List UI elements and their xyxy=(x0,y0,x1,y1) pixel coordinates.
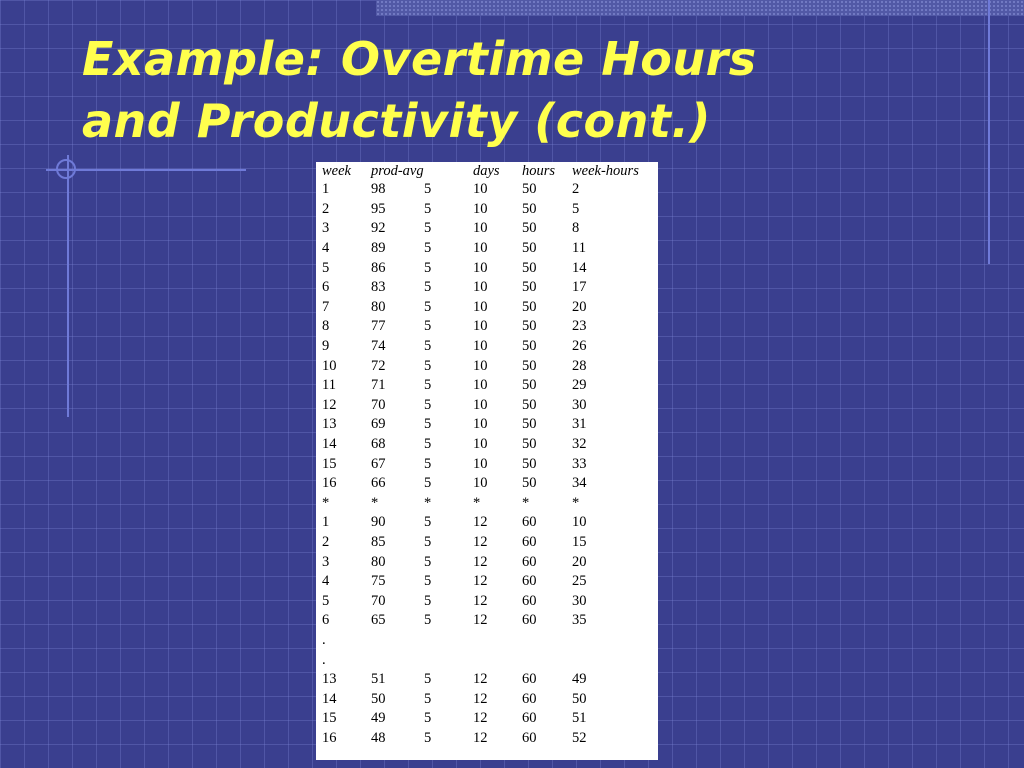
hours-cell: 50 xyxy=(522,181,537,198)
week-hours-cell: 14 xyxy=(572,259,587,276)
col-3-cell: 5 xyxy=(424,671,432,688)
col-3-cell xyxy=(424,631,473,651)
table-row xyxy=(322,298,658,318)
prod-avg-cell: 80 xyxy=(371,553,386,570)
days-cell: 12 xyxy=(473,671,488,688)
hours-cell: 50 xyxy=(522,455,537,472)
prod-avg-cell xyxy=(371,631,424,651)
week-cell: 2 xyxy=(322,533,330,550)
week-cell: 6 xyxy=(322,612,330,629)
days-cell xyxy=(473,650,522,670)
hours-cell: 50 xyxy=(522,338,537,355)
prod-avg-cell: 72 xyxy=(371,357,386,374)
prod-avg-cell: * xyxy=(371,494,379,511)
days-cell: * xyxy=(473,494,481,511)
prod-avg-cell: 89 xyxy=(371,240,386,257)
prod-avg-cell: 80 xyxy=(371,298,386,315)
week-cell: 5 xyxy=(322,259,330,276)
week-cell: . xyxy=(322,651,326,668)
week-hours-cell: 49 xyxy=(572,671,587,688)
hours-cell: 60 xyxy=(522,612,537,629)
col-3-cell: 5 xyxy=(424,318,432,335)
week-hours-cell xyxy=(572,631,658,651)
table-row xyxy=(322,650,658,670)
week-hours-cell xyxy=(572,650,658,670)
week-cell: * xyxy=(322,494,330,511)
prod-avg-cell: 69 xyxy=(371,416,386,433)
days-cell: 10 xyxy=(473,357,488,374)
days-cell: 10 xyxy=(473,396,488,413)
hours-cell: 60 xyxy=(522,553,537,570)
col-3-cell: 5 xyxy=(424,298,432,315)
table-row xyxy=(322,533,658,553)
week-hours-cell: 10 xyxy=(572,514,587,531)
column-header-prod-avg: prod-avg xyxy=(371,163,424,179)
week-cell: 15 xyxy=(322,710,337,727)
days-cell: 12 xyxy=(473,710,488,727)
table-body xyxy=(322,180,658,748)
days-cell: 10 xyxy=(473,338,488,355)
table-row xyxy=(322,729,658,749)
col-3-cell: 5 xyxy=(424,338,432,355)
week-hours-cell: 17 xyxy=(572,279,587,296)
table-row xyxy=(322,356,658,376)
table-row xyxy=(322,219,658,239)
hours-cell: 50 xyxy=(522,200,537,217)
week-cell: 12 xyxy=(322,396,337,413)
prod-avg-cell: 49 xyxy=(371,710,386,727)
right-vertical-rule xyxy=(988,0,990,264)
prod-avg-cell: 51 xyxy=(371,671,386,688)
days-cell: 10 xyxy=(473,318,488,335)
table-header-row xyxy=(322,163,658,180)
week-hours-cell: 25 xyxy=(572,573,587,590)
prod-avg-cell: 74 xyxy=(371,338,386,355)
week-hours-cell: 31 xyxy=(572,416,587,433)
days-cell: 10 xyxy=(473,279,488,296)
table-row xyxy=(322,200,658,220)
table-row xyxy=(322,689,658,709)
week-hours-cell: 15 xyxy=(572,533,587,550)
prod-avg-cell: 77 xyxy=(371,318,386,335)
column-header-week: week xyxy=(322,163,351,179)
week-hours-cell: 20 xyxy=(572,553,587,570)
week-cell: 1 xyxy=(322,514,330,531)
prod-avg-cell: 50 xyxy=(371,690,386,707)
table-row xyxy=(322,474,658,494)
days-cell: 12 xyxy=(473,533,488,550)
hours-cell: 60 xyxy=(522,729,537,746)
col-3-cell: 5 xyxy=(424,416,432,433)
prod-avg-cell: 85 xyxy=(371,533,386,550)
days-cell: 10 xyxy=(473,200,488,217)
week-cell: 13 xyxy=(322,671,337,688)
col-3-cell: 5 xyxy=(424,729,432,746)
left-vertical-rule xyxy=(67,155,69,417)
col-3-cell: 5 xyxy=(424,533,432,550)
days-cell: 12 xyxy=(473,514,488,531)
week-hours-cell: 32 xyxy=(572,436,587,453)
column-header-hours: hours xyxy=(522,163,556,179)
hours-cell: 50 xyxy=(522,416,537,433)
col-3-cell: 5 xyxy=(424,279,432,296)
left-horizontal-rule xyxy=(46,169,246,171)
table-row xyxy=(322,611,658,631)
week-hours-cell: 20 xyxy=(572,298,587,315)
table-row xyxy=(322,317,658,337)
week-cell: 7 xyxy=(322,298,330,315)
prod-avg-cell: 68 xyxy=(371,436,386,453)
table-row xyxy=(322,376,658,396)
week-hours-cell: 35 xyxy=(572,612,587,629)
week-cell: 14 xyxy=(322,436,337,453)
week-cell: 16 xyxy=(322,475,337,492)
hours-cell: 60 xyxy=(522,592,537,609)
week-hours-cell: 26 xyxy=(572,338,587,355)
hours-cell: 60 xyxy=(522,533,537,550)
hours-cell: 50 xyxy=(522,220,537,237)
week-cell: 1 xyxy=(322,181,330,198)
table-row xyxy=(322,239,658,259)
week-cell: 5 xyxy=(322,592,330,609)
week-hours-cell: 52 xyxy=(572,729,587,746)
week-cell: 4 xyxy=(322,573,330,590)
col-3-cell: 5 xyxy=(424,455,432,472)
hours-cell: 50 xyxy=(522,396,537,413)
table-row xyxy=(322,435,658,455)
week-cell: 2 xyxy=(322,200,330,217)
hours-cell: 50 xyxy=(522,475,537,492)
days-cell: 12 xyxy=(473,573,488,590)
hours-cell: * xyxy=(522,494,530,511)
week-cell: 14 xyxy=(322,690,337,707)
hours-cell: 60 xyxy=(522,690,537,707)
week-cell: 15 xyxy=(322,455,337,472)
days-cell: 12 xyxy=(473,690,488,707)
slide-title-line-2: and Productivity (cont.) xyxy=(82,94,711,148)
prod-avg-cell: 86 xyxy=(371,259,386,276)
col-3-cell: 5 xyxy=(424,259,432,276)
week-hours-cell: 29 xyxy=(572,377,587,394)
table-row xyxy=(322,513,658,533)
col-3-cell: 5 xyxy=(424,200,432,217)
col-3-cell: 5 xyxy=(424,240,432,257)
prod-avg-cell: 98 xyxy=(371,181,386,198)
column-header-days: days xyxy=(473,163,500,179)
week-hours-cell: 33 xyxy=(572,455,587,472)
col-3-cell: 5 xyxy=(424,690,432,707)
week-cell: 6 xyxy=(322,279,330,296)
hours-cell: 60 xyxy=(522,671,537,688)
slide-title-line-1: Example: Overtime Hours xyxy=(82,32,757,86)
days-cell: 10 xyxy=(473,240,488,257)
week-hours-cell: 28 xyxy=(572,357,587,374)
hours-cell: 50 xyxy=(522,240,537,257)
prod-avg-cell: 71 xyxy=(371,377,386,394)
table-row xyxy=(322,258,658,278)
hours-cell: 50 xyxy=(522,298,537,315)
week-cell: 3 xyxy=(322,220,330,237)
prod-avg-cell: 75 xyxy=(371,573,386,590)
days-cell: 10 xyxy=(473,220,488,237)
week-hours-cell: * xyxy=(572,494,580,511)
week-hours-cell: 11 xyxy=(572,240,586,257)
days-cell: 10 xyxy=(473,436,488,453)
days-cell: 10 xyxy=(473,416,488,433)
table-row xyxy=(322,454,658,474)
week-hours-cell: 50 xyxy=(572,690,587,707)
col-3-cell: * xyxy=(424,494,432,511)
hours-cell: 50 xyxy=(522,377,537,394)
week-hours-cell: 8 xyxy=(572,220,580,237)
week-cell: 9 xyxy=(322,338,330,355)
prod-avg-cell: 70 xyxy=(371,592,386,609)
hours-cell: 50 xyxy=(522,259,537,276)
table-row xyxy=(322,572,658,592)
prod-avg-cell: 70 xyxy=(371,396,386,413)
col-3-cell: 5 xyxy=(424,710,432,727)
col-3-cell: 5 xyxy=(424,220,432,237)
days-cell: 12 xyxy=(473,592,488,609)
hours-cell xyxy=(522,650,572,670)
hours-cell: 50 xyxy=(522,279,537,296)
week-cell: 11 xyxy=(322,377,336,394)
col-3-cell: 5 xyxy=(424,396,432,413)
week-hours-cell: 2 xyxy=(572,181,580,198)
days-cell: 12 xyxy=(473,553,488,570)
prod-avg-cell: 83 xyxy=(371,279,386,296)
table-row xyxy=(322,709,658,729)
week-cell: 13 xyxy=(322,416,337,433)
prod-avg-cell: 90 xyxy=(371,514,386,531)
table-row xyxy=(322,631,658,651)
table-row xyxy=(322,337,658,357)
data-table xyxy=(322,163,658,748)
col-3-cell xyxy=(424,650,473,670)
table-row xyxy=(322,670,658,690)
week-hours-cell: 30 xyxy=(572,592,587,609)
top-decorative-band xyxy=(376,0,1024,16)
week-cell: 4 xyxy=(322,240,330,257)
hours-cell: 60 xyxy=(522,573,537,590)
prod-avg-cell: 95 xyxy=(371,200,386,217)
table-row xyxy=(322,591,658,611)
prod-avg-cell xyxy=(371,650,424,670)
week-cell: 8 xyxy=(322,318,330,335)
hours-cell: 50 xyxy=(522,318,537,335)
hours-cell: 60 xyxy=(522,710,537,727)
col-3-cell: 5 xyxy=(424,181,432,198)
prod-avg-cell: 65 xyxy=(371,612,386,629)
table-row xyxy=(322,552,658,572)
table-row xyxy=(322,180,658,200)
column-header-week-hours: week-hours xyxy=(572,163,639,179)
prod-avg-cell: 48 xyxy=(371,729,386,746)
col-3-cell: 5 xyxy=(424,612,432,629)
week-hours-cell: 51 xyxy=(572,710,587,727)
days-cell: 10 xyxy=(473,377,488,394)
col-3-cell: 5 xyxy=(424,592,432,609)
days-cell xyxy=(473,631,522,651)
week-hours-cell: 5 xyxy=(572,200,580,217)
days-cell: 12 xyxy=(473,612,488,629)
col-3-cell: 5 xyxy=(424,514,432,531)
prod-avg-cell: 67 xyxy=(371,455,386,472)
table-row xyxy=(322,415,658,435)
week-hours-cell: 30 xyxy=(572,396,587,413)
col-3-cell: 5 xyxy=(424,573,432,590)
week-cell: . xyxy=(322,631,326,648)
col-3-cell: 5 xyxy=(424,475,432,492)
days-cell: 10 xyxy=(473,259,488,276)
hours-cell: 60 xyxy=(522,514,537,531)
days-cell: 10 xyxy=(473,181,488,198)
col-3-cell: 5 xyxy=(424,377,432,394)
data-table-panel xyxy=(316,162,658,760)
week-cell: 16 xyxy=(322,729,337,746)
crosshair-circle-icon xyxy=(56,159,76,179)
hours-cell: 50 xyxy=(522,357,537,374)
hours-cell: 50 xyxy=(522,436,537,453)
week-cell: 10 xyxy=(322,357,337,374)
table-row xyxy=(322,396,658,416)
col-3-cell: 5 xyxy=(424,357,432,374)
table-row xyxy=(322,494,658,514)
prod-avg-cell: 92 xyxy=(371,220,386,237)
col-3-cell: 5 xyxy=(424,436,432,453)
days-cell: 10 xyxy=(473,455,488,472)
week-cell: 3 xyxy=(322,553,330,570)
days-cell: 10 xyxy=(473,298,488,315)
days-cell: 12 xyxy=(473,729,488,746)
week-hours-cell: 23 xyxy=(572,318,587,335)
days-cell: 10 xyxy=(473,475,488,492)
slide-title xyxy=(82,28,882,152)
hours-cell xyxy=(522,631,572,651)
col-3-cell: 5 xyxy=(424,553,432,570)
prod-avg-cell: 66 xyxy=(371,475,386,492)
table-row xyxy=(322,278,658,298)
week-hours-cell: 34 xyxy=(572,475,587,492)
